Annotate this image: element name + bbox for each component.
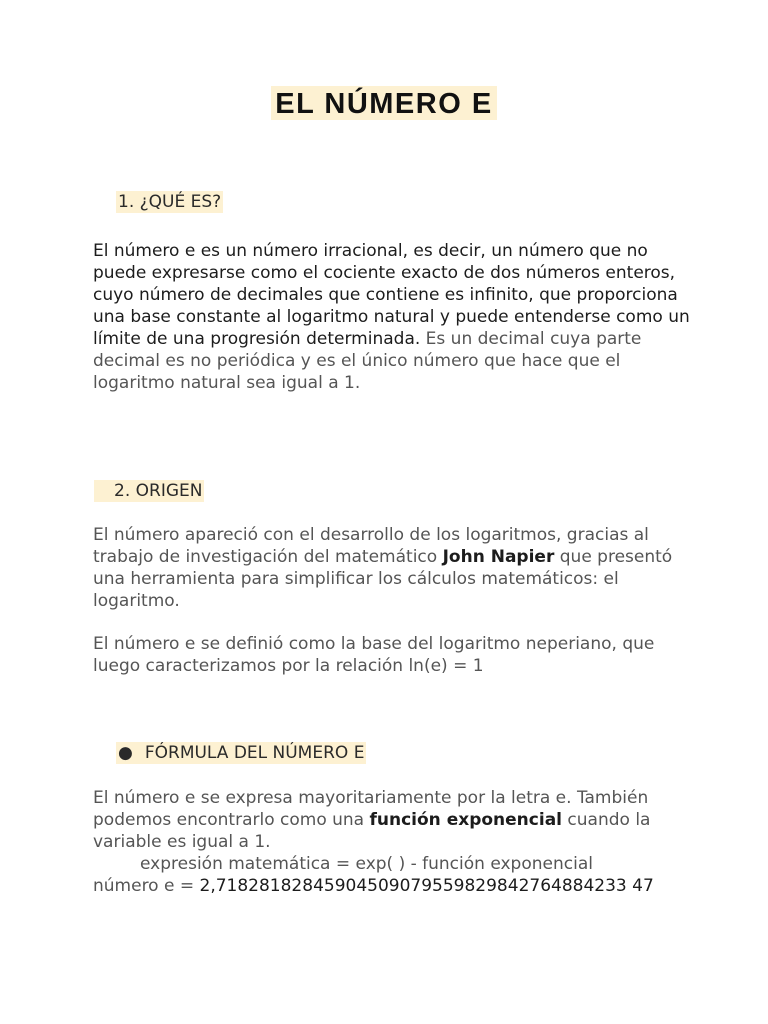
document-title: EL NÚMERO E: [271, 86, 496, 120]
paragraph-origin: [93, 524, 693, 612]
formula-heading-text: FÓRMULA DEL NÚMERO E: [144, 743, 365, 763]
title-container: [0, 86, 768, 120]
origin-text-b: que presentó una herramienta para simplificar los cálculos matemáticos: el logaritmo.: [93, 547, 673, 611]
paragraph-base-definition: El número e se definió como la base del logaritmo neperiano, que luego caracterizamos por la relación ln(e) = 1: [93, 634, 655, 676]
e-value: 2,71828182845904509079559829842764884233 47: [199, 876, 654, 896]
math-expression: expresión matemática = exp( ) - función exponencial: [140, 854, 593, 874]
formula-text-a: El número e se expresa mayoritariamente por la letra e. También podemos encontrarlo como una: [93, 788, 649, 830]
formula-text-b: cuando la variable es igual a 1.: [93, 810, 651, 852]
paragraph-formula: [93, 787, 693, 897]
bullet-icon: ●: [118, 743, 133, 763]
section-heading-formula: [116, 742, 366, 764]
paragraph-definition: [93, 240, 693, 394]
value-label: número e =: [93, 876, 200, 896]
mathematician-name: John Napier: [442, 547, 555, 567]
section-heading-origen: 2. ORIGEN: [94, 480, 204, 502]
section-heading-que-es: 1. ¿QUÉ ES?: [118, 192, 222, 212]
exponential-function-term: función exponencial: [369, 810, 562, 830]
definition-extra-text: Es un decimal cuya parte decimal es no periódica y es el único número que hace que el logaritmo natural sea igual a 1.: [93, 329, 642, 393]
origin-text-a: El número apareció con el desarrollo de los logaritmos, gracias al trabajo de investigación del matemático: [93, 525, 649, 567]
definition-text: El número e es un número irracional, es decir, un número que no puede expresarse como el cociente exacto de dos números enteros, cuyo número de decimales que contiene es infinito, que proporciona una base constante al logaritmo natural y puede entenderse como un límite de una progresión determinada.: [93, 241, 690, 349]
